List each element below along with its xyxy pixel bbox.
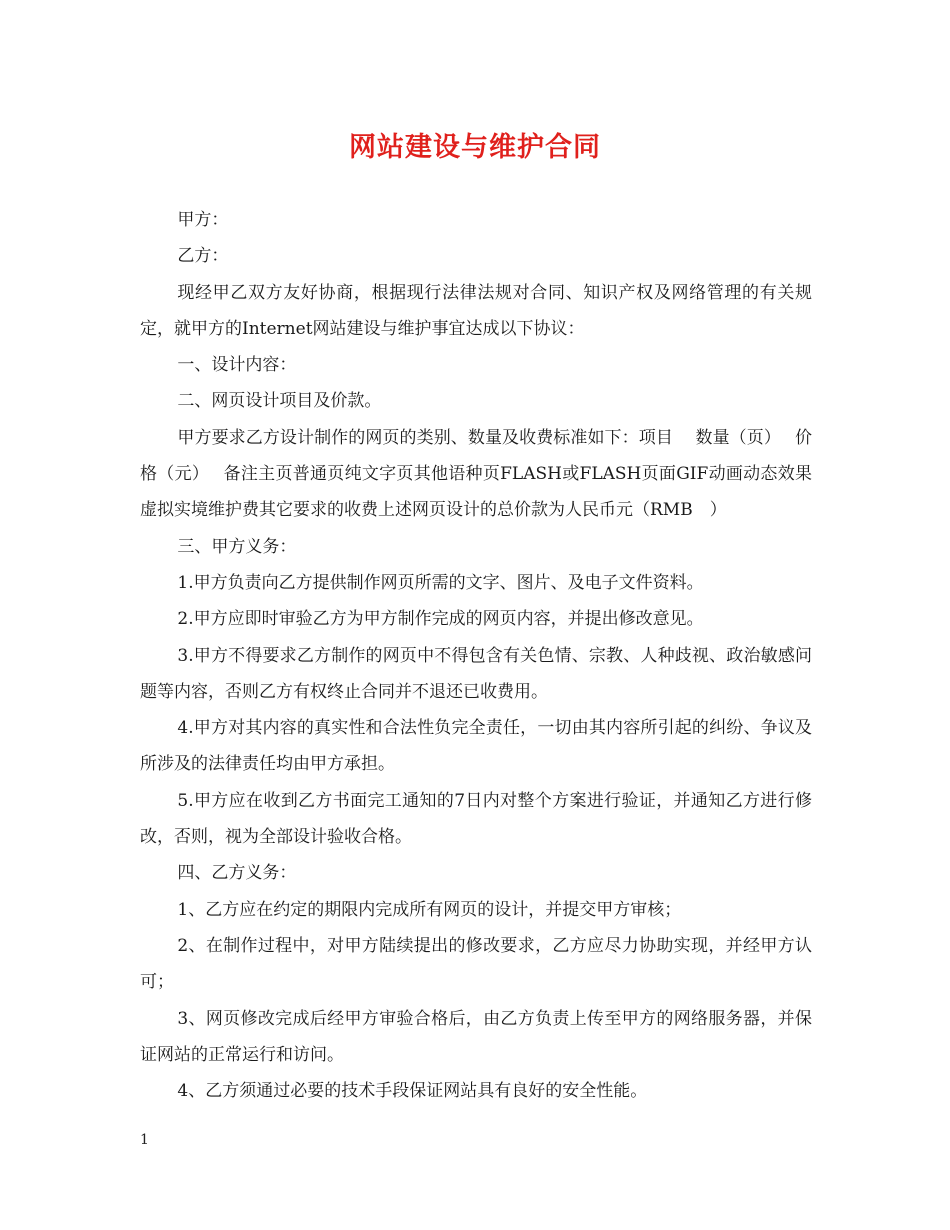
document-title: 网站建设与维护合同 <box>349 132 601 163</box>
party-b-obligation-1: 1、乙方应在约定的期限内完成所有网页的设计，并提交甲方审核； <box>177 899 682 920</box>
party-a-line: 甲方： <box>177 210 229 230</box>
preamble-paragraph: 现经甲乙双方友好协商，根据现行法律法规对合同、知识产权及网络管理的有关规定，就甲方的Internet网站建设与维护事宜达成以下协议： <box>140 282 812 339</box>
party-a-obligation-3: 3.甲方不得要求乙方制作的网页中不得包含有关色情、宗教、人种歧视、政治敏感问题等内容，否则乙方有权终止合同并不退还已收费用。 <box>140 645 812 702</box>
contract-body <box>140 202 812 1109</box>
pricing-paragraph: 甲方要求乙方设计制作的网页的类别、数量及收费标准如下：项目 数量（页） 价格（元） 备注主页普通页纯文字页其他语种页FLASH或FLASH页面GIF动画动态效果虚拟实境维护费其它要求的收费上述网页设计的总价款为人民币元（RMB ） <box>140 427 812 521</box>
party-b-obligation-4: 4、乙方须通过必要的技术手段保证网站具有良好的安全性能。 <box>177 1081 648 1102</box>
party-a-obligation-2: 2.甲方应即时审验乙方为甲方制作完成的网页内容，并提出修改意见。 <box>177 609 704 630</box>
section-heading-party-b-obligations: 四、乙方义务： <box>177 863 297 884</box>
party-a-obligation-1: 1.甲方负责向乙方提供制作网页所需的文字、图片、及电子文件资料。 <box>177 572 704 593</box>
party-a-obligation-5: 5.甲方应在收到乙方书面完工通知的7日内对整个方案进行验证，并通知乙方进行修改，否则，视为全部设计验收合格。 <box>140 790 812 848</box>
section-heading-design-content: 一、设计内容： <box>177 355 297 376</box>
party-b-obligation-3: 3、网页修改完成后经甲方审验合格后，由乙方负责上传至甲方的网络服务器，并保证网站的正常运行和访问。 <box>140 1008 812 1065</box>
section-heading-design-items: 二、网页设计项目及价款。 <box>177 391 382 412</box>
section-heading-party-a-obligations: 三、甲方义务： <box>177 536 297 557</box>
party-a-obligation-4: 4.甲方对其内容的真实性和合法性负完全责任，一切由其内容所引起的纠纷、争议及所涉及的法律责任均由甲方承担。 <box>140 718 812 775</box>
party-b-line: 乙方： <box>177 246 229 267</box>
page-number: 1 <box>140 1132 149 1148</box>
party-b-obligation-2: 2、在制作过程中，对甲方陆续提出的修改要求，乙方应尽力协助实现，并经甲方认可； <box>140 935 812 993</box>
